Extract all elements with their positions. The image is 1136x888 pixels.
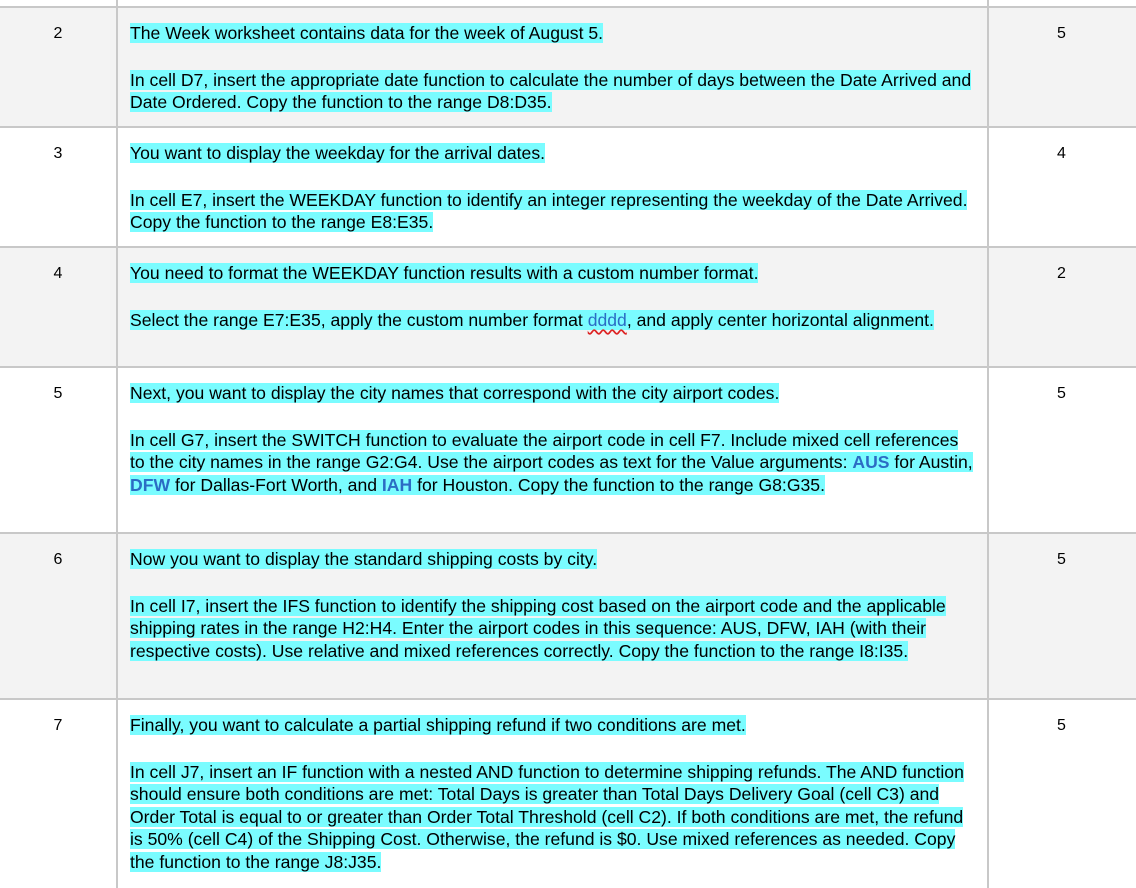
step-points: 5 — [1057, 385, 1066, 402]
step-intro: Next, you want to display the city names that correspond with the city airport codes. — [130, 383, 780, 403]
step-body-start: In cell G7, insert the SWITCH function to evaluate the airport code in cell F7. Include mixed cell references to the city names in the range G2:G4. Use the airport codes as text for the Value arguments: — [130, 429, 959, 473]
table-row — [0, 368, 1136, 534]
step-points: 4 — [1057, 145, 1066, 162]
step-number: 2 — [53, 25, 63, 42]
step-number: 3 — [53, 145, 63, 162]
step-points: 5 — [1057, 551, 1066, 568]
table-row — [0, 128, 1136, 248]
step-body-start: Select the range E7:E35, apply the custom number format — [130, 309, 588, 330]
step-intro: The Week worksheet contains data for the week of August 5. — [130, 23, 604, 43]
step-body-end: , and apply center horizontal alignment. — [626, 309, 934, 330]
table-row — [0, 534, 1136, 700]
step-intro: You want to display the weekday for the arrival dates. — [130, 143, 545, 163]
table-row — [0, 8, 1136, 128]
step-body-mid: for Austin, — [889, 452, 973, 473]
step-number: 5 — [53, 385, 63, 402]
step-number: 6 — [53, 551, 63, 568]
table-row — [0, 700, 1136, 888]
step-description — [130, 382, 975, 496]
table-top-edge — [0, 0, 1136, 8]
airport-code-aus: AUS — [852, 452, 890, 473]
step-points: 5 — [1057, 717, 1066, 734]
step-body-mid: for Dallas-Fort Worth, and — [170, 474, 382, 495]
step-description — [130, 262, 975, 331]
step-body: In cell J7, insert an IF function with a nested AND function to determine shipping refunds. The AND function should ensure both conditions are met: Total Days is greater than Total Days Delivery Goal (cell C3) and Order Total is equal to or greater than Order Total Threshold (cell C2). If both conditions are met, the refund is 50% (cell C4) of the Shipping Cost. Otherwise, the refund is $0. Use mixed references as needed. Copy the function to the range J8:J35. — [130, 761, 964, 872]
format-code: dddd — [587, 309, 627, 330]
step-intro: Finally, you want to calculate a partial shipping refund if two conditions are met. — [130, 715, 746, 735]
step-description — [130, 548, 975, 662]
step-description — [130, 714, 975, 874]
step-number: 4 — [53, 265, 63, 282]
step-points: 5 — [1057, 25, 1066, 42]
step-body-end: for Houston. Copy the function to the range G8:G35. — [412, 474, 825, 495]
airport-code-iah: IAH — [381, 474, 413, 495]
step-body: In cell E7, insert the WEEKDAY function to identify an integer representing the weekday of the Date Arrived. Copy the function to the range E8:E35. — [130, 189, 968, 233]
step-body: In cell I7, insert the IFS function to identify the shipping cost based on the airport code and the applicable shipping rates in the range H2:H4. Enter the airport codes in this sequence: AUS, DFW, IAH (with their respective costs). Use relative and mixed references correctly. Copy the function to the range I8:I35. — [130, 595, 946, 661]
step-intro: You need to format the WEEKDAY function results with a custom number format. — [130, 263, 759, 283]
step-body: In cell D7, insert the appropriate date function to calculate the number of days between the Date Arrived and Date Ordered. Copy the function to the range D8:D35. — [130, 69, 972, 113]
step-points: 2 — [1057, 265, 1066, 282]
step-description — [130, 142, 975, 234]
step-description — [130, 22, 975, 114]
step-number: 7 — [53, 717, 63, 734]
table-row — [0, 248, 1136, 368]
airport-code-dfw: DFW — [130, 474, 171, 495]
step-intro: Now you want to display the standard shipping costs by city. — [130, 549, 598, 569]
